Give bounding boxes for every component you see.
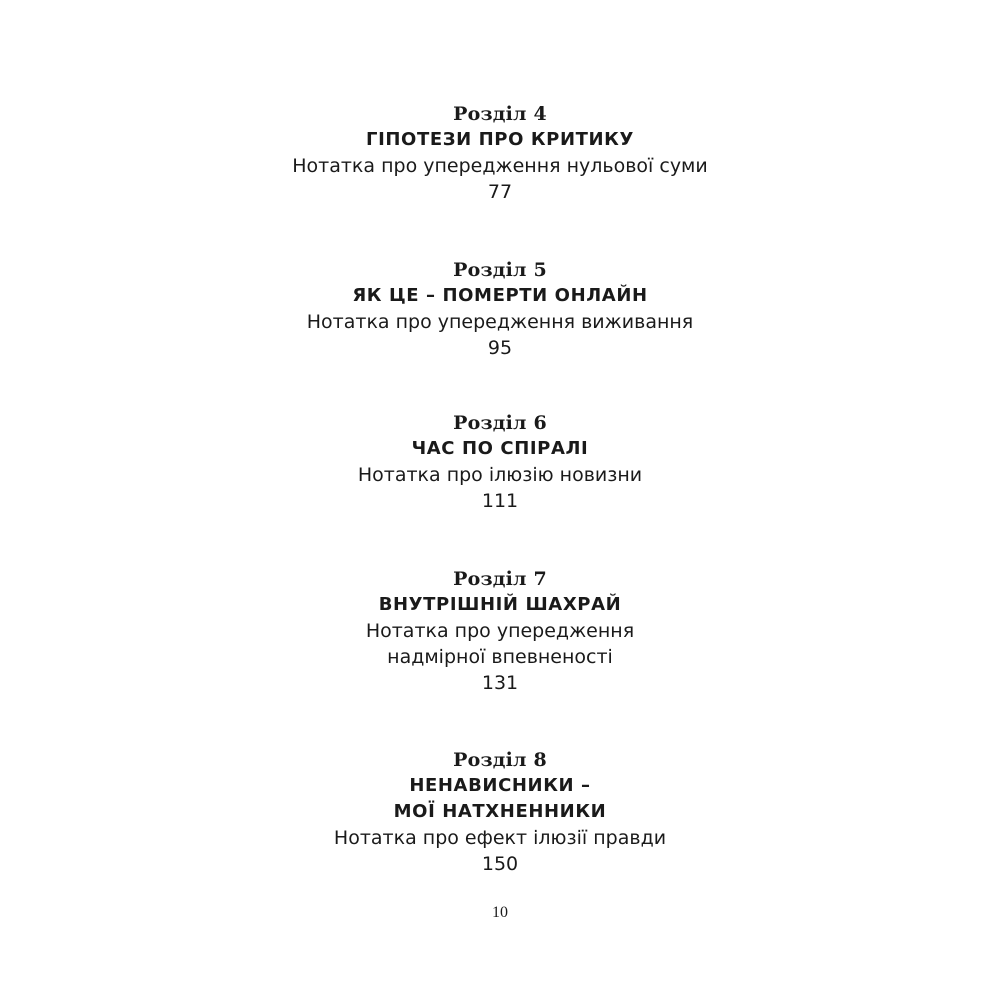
chapter-title-continued: МОЇ НАТХНЕННИКИ [393, 801, 607, 822]
chapter-note-continued: надмірної впевненості [387, 646, 613, 668]
chapter-note: Нотатка про ілюзію новизни [357, 464, 643, 486]
chapter-page-number: 95 [487, 337, 513, 359]
chapter-title: ГІПОТЕЗИ ПРО КРИТИКУ [366, 129, 634, 150]
chapter-label: Розділ 5 [453, 259, 547, 281]
chapter-note: Нотатка про ефект ілюзії правди [333, 827, 667, 849]
chapter-page-number: 111 [481, 490, 519, 512]
chapter-label: Розділ 7 [453, 568, 547, 590]
chapter-title: ВНУТРІШНІЙ ШАХРАЙ [378, 594, 622, 615]
toc-entry-chapter-6 [0, 410, 1000, 514]
chapter-note: Нотатка про упередження виживання [306, 311, 694, 333]
chapter-title: НЕНАВИСНИКИ – [409, 775, 591, 796]
chapter-title: ЧАС ПО СПІРАЛІ [411, 438, 589, 459]
chapter-title: ЯК ЦЕ – ПОМЕРТИ ОНЛАЙН [352, 285, 648, 306]
toc-entry-chapter-7 [0, 566, 1000, 696]
toc-entry-chapter-4 [0, 101, 1000, 205]
chapter-note: Нотатка про упередження нульової суми [292, 155, 708, 177]
page-folio-number: 10 [492, 904, 508, 921]
chapter-page-number: 77 [487, 181, 513, 203]
chapter-note: Нотатка про упередження [365, 620, 635, 642]
toc-entry-chapter-8 [0, 747, 1000, 877]
chapter-label: Розділ 8 [453, 749, 547, 771]
chapter-label: Розділ 4 [453, 103, 547, 125]
toc-entry-chapter-5 [0, 257, 1000, 361]
chapter-page-number: 131 [481, 672, 519, 694]
chapter-label: Розділ 6 [453, 412, 547, 434]
chapter-page-number: 150 [481, 853, 519, 875]
